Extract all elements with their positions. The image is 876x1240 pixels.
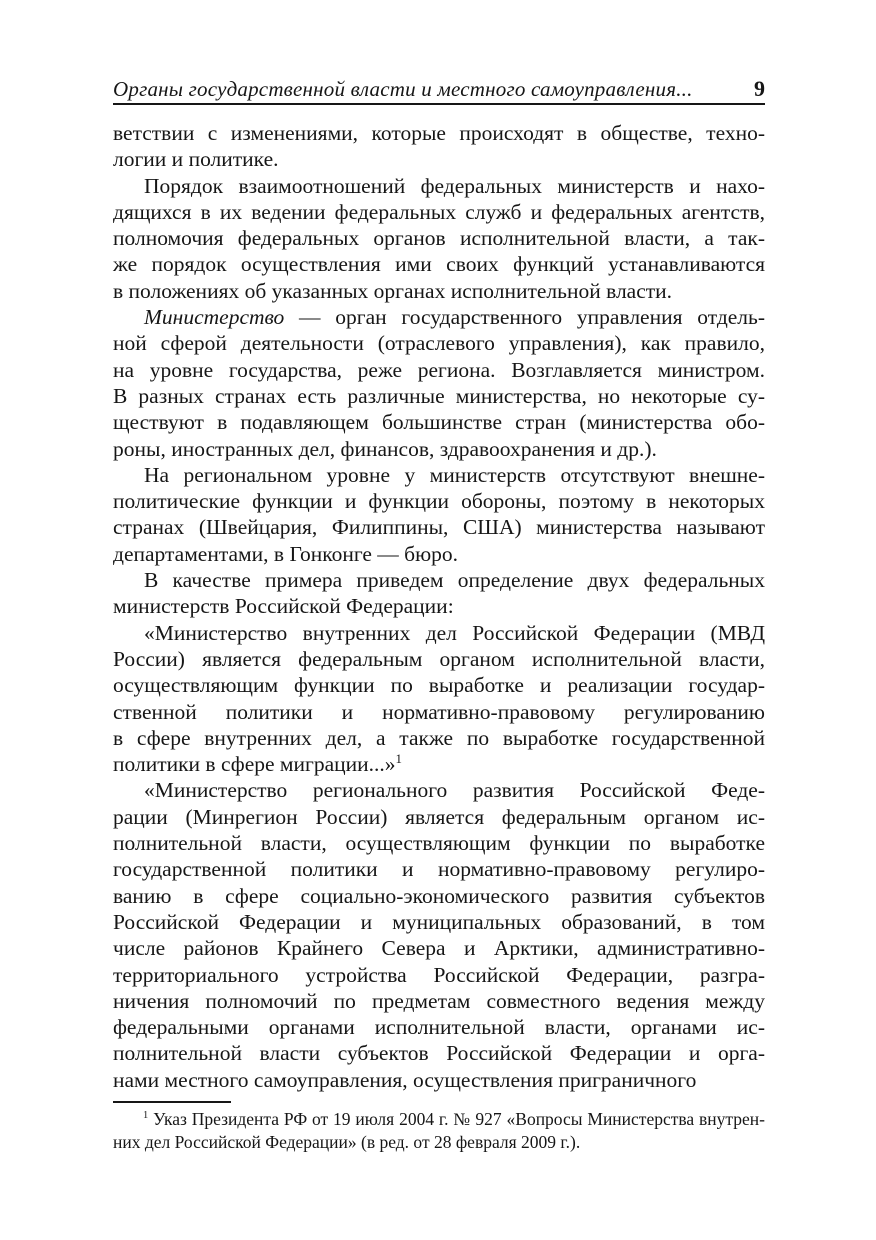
footnote-rule	[113, 1101, 231, 1103]
paragraph	[113, 567, 765, 620]
page-number: 9	[754, 76, 765, 101]
text-line: департаментами, в Гонконге — бюро.	[113, 541, 459, 566]
text-line: полномочия федеральных органов исполнительной власти, а так-	[113, 226, 765, 251]
text-line: министерств Российской Федерации:	[113, 594, 454, 619]
italic-term: Министерство	[144, 305, 285, 330]
running-title: Органы государственной власти и местного самоуправления...	[113, 77, 693, 101]
text-line: Российской Федерации и муниципальных образований, в том	[113, 909, 765, 934]
text-line: государственной политики и нормативно-правовому регулиро-	[113, 857, 765, 882]
text-line: на уровне государства, реже региона. Возглавляется министром.	[113, 357, 765, 382]
paragraph	[113, 120, 765, 173]
footnote-line: $^1$ Указ Президента РФ от 19 июля 2004 г. № 927 «Вопросы Министерства внутрен-	[143, 1109, 765, 1129]
text-line: в сфере внутренних дел, а также по выработке государственной	[113, 725, 765, 750]
text-line: дящихся в их ведении федеральных служб и федеральных агентств,	[113, 199, 765, 224]
paragraph	[113, 777, 765, 1093]
text-line: «Министерство регионального развития Российской Феде-	[144, 778, 765, 803]
footnote	[113, 1108, 765, 1154]
text-line: рации (Минрегион России) является федеральным органом ис-	[113, 804, 765, 829]
text-line: полнительной власти, осуществляющим функции по выработке	[113, 831, 765, 856]
footnote-marker: 1	[143, 1110, 149, 1122]
text-line: Министерство — орган государственного управления отдель-	[144, 305, 765, 330]
paragraph	[113, 173, 765, 304]
text-line: полнительной власти субъектов Российской Федерации и орга-	[113, 1041, 765, 1066]
paragraph	[113, 462, 765, 567]
text-line: странах (Швейцария, Филиппины, США) министерства называют	[113, 515, 765, 540]
footnote-line: них дел Российской Федерации» (в ред. от 28 февраля 2009 г.).	[113, 1132, 581, 1152]
text-line: России) является федеральным органом исполнительной власти,	[113, 646, 765, 671]
text-line: ванию в сфере социально-экономического развития субъектов	[113, 883, 765, 908]
text-line: На региональном уровне у министерств отсутствуют внешне-	[144, 462, 765, 487]
text-line: «Министерство внутренних дел Российской Федерации (МВД	[144, 620, 765, 645]
text-line: федеральными органами исполнительной власти, органами ис-	[113, 1015, 765, 1040]
header-rule	[113, 103, 765, 105]
paragraph	[113, 304, 765, 462]
text-line: осуществляющим функции по выработке и реализации государ-	[113, 673, 765, 698]
text-line: логии и политике.	[113, 147, 279, 172]
page-header	[113, 76, 765, 102]
text-line: в положениях об указанных органах исполнительной власти.	[113, 278, 673, 303]
text-line: роны, иностранных дел, финансов, здравоохранения и др.).	[113, 436, 657, 461]
text-line: политические функции и функции обороны, поэтому в некоторых	[113, 489, 765, 514]
text-line: Порядок взаимоотношений федеральных министерств и нахо-	[144, 173, 765, 198]
text-line: нами местного самоуправления, осуществления приграничного	[113, 1067, 697, 1092]
text-line: ной сферой деятельности (отраслевого управления), как правило,	[113, 331, 765, 356]
text-line: В разных странах есть различные министерства, но некоторые су-	[113, 383, 765, 408]
text-line: ветствии с изменениями, которые происходят в обществе, техно-	[113, 121, 765, 145]
text-line: ничения полномочий по предметам совместного ведения между	[113, 988, 765, 1013]
text-line: ственной политики и нормативно-правовому регулированию	[113, 699, 765, 724]
paragraph	[113, 620, 765, 778]
text-line: политики в сфере миграции...»$^1$	[113, 751, 402, 777]
body-text	[113, 120, 765, 1093]
text-line: ществуют в подавляющем большинстве стран (министерства обо-	[113, 410, 765, 435]
footnote-reference: 1	[395, 751, 402, 766]
text-line: В качестве примера приведем определение двух федеральных	[144, 568, 765, 593]
text-line: числе районов Крайнего Севера и Арктики, административно-	[113, 936, 765, 961]
text-line: же порядок осуществления ими своих функций устанавливаются	[113, 252, 765, 277]
text-line: территориального устройства Российской Федерации, разгра-	[113, 962, 765, 987]
